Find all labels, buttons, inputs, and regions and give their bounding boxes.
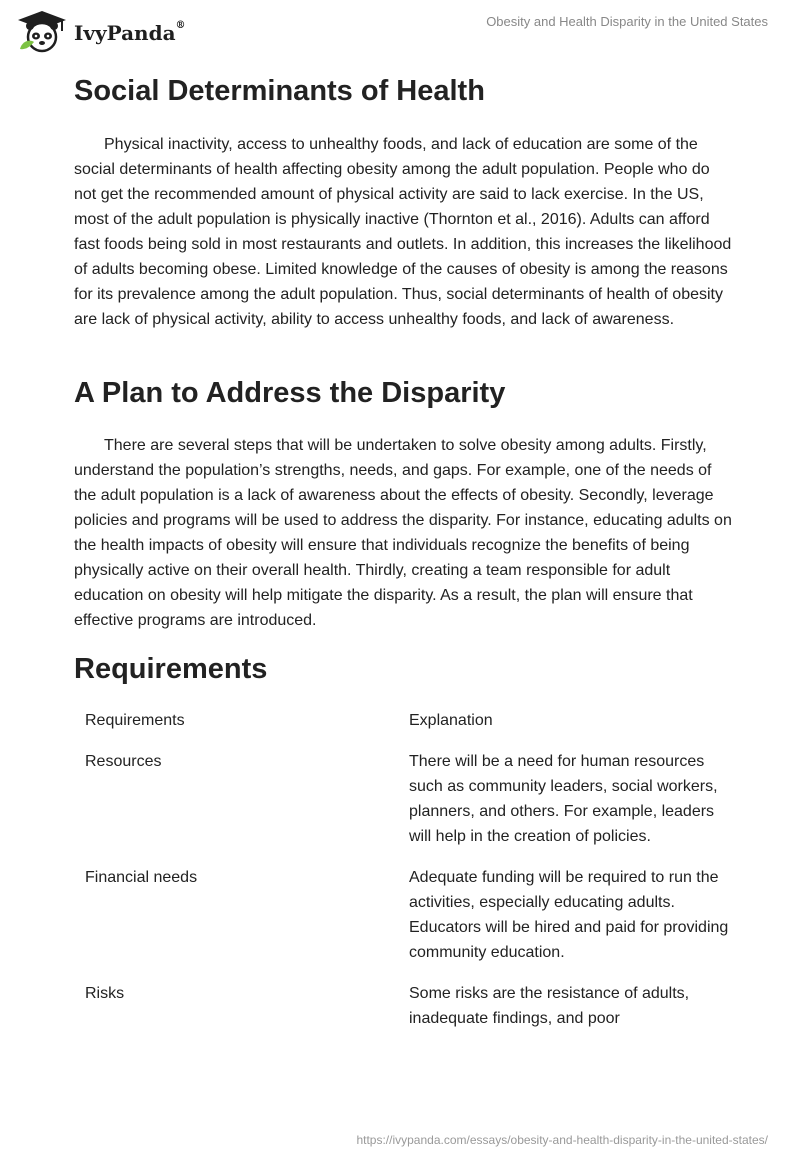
table-header-cell: Requirements xyxy=(85,712,185,729)
table-cell: Financial needs xyxy=(85,869,198,886)
table-header-row xyxy=(74,708,734,749)
section-paragraph: Physical inactivity, access to unhealthy foods, and lack of education are some of the social determinants of health affecting obesity among the adult population. People who do not get the recommended amount of physical activity are said to lack exercise. In the US, most of the adult population is physically inactive (Thornton et al., 2016). Adults can afford fast foods being sold in most restaurants and outlets. In addition, this increases the likelihood of adults becoming obese. Limited knowledge of the causes of obesity is among the reasons for its prevalence among the adult population. Thus, social determinants of health of obesity are lack of physical activity, ability to access unhealthy foods, and lack of awareness. xyxy=(74,136,732,328)
page-header xyxy=(0,0,800,60)
table-cell: Adequate funding will be required to run the activities, especially educating adults. Educators will be hired and paid for providing community education. xyxy=(409,869,729,961)
brand-name xyxy=(74,21,186,45)
section-heading: A Plan to Address the Disparity xyxy=(74,377,506,409)
table-cell: There will be a need for human resources such as community leaders, social workers, planners, and others. For example, leaders will help in the creation of policies. xyxy=(409,753,718,845)
table-row xyxy=(74,749,734,865)
section-heading: Requirements xyxy=(74,653,268,685)
table-header-cell: Explanation xyxy=(409,712,493,729)
section-paragraph: There are several steps that will be undertaken to solve obesity among adults. Firstly, understand the population’s strengths, needs, and gaps. For example, one of the needs of the adult population is a lack of awareness about the effects of obesity. Secondly, leverage policies and programs will be used to address the disparity. For instance, educating adults on the health impacts of obesity will ensure that individuals recognize the benefits of being physically active on their overall health. Thirdly, creating a team responsible for adult education on obesity will help mitigate the disparity. As a result, the plan will ensure that effective programs are introduced. xyxy=(74,437,732,629)
section-heading: Social Determinants of Health xyxy=(74,75,485,107)
table-cell: Risks xyxy=(85,985,125,1002)
source-url-link[interactable]: https://ivypanda.com/essays/obesity-and-health-disparity-in-the-united-states/ xyxy=(356,1133,768,1147)
table-cell: Resources xyxy=(85,753,162,770)
requirements-table xyxy=(74,708,734,1047)
document-title: Obesity and Health Disparity in the United States xyxy=(486,14,768,29)
registered-mark: ® xyxy=(175,20,186,32)
ivypanda-logo[interactable] xyxy=(16,9,186,53)
table-row xyxy=(74,865,734,981)
table-row xyxy=(74,981,734,1047)
panda-graduate-icon xyxy=(16,9,68,53)
table-cell: Some risks are the resistance of adults, inadequate findings, and poor xyxy=(409,985,690,1027)
brand-text: IvyPanda xyxy=(74,21,176,45)
